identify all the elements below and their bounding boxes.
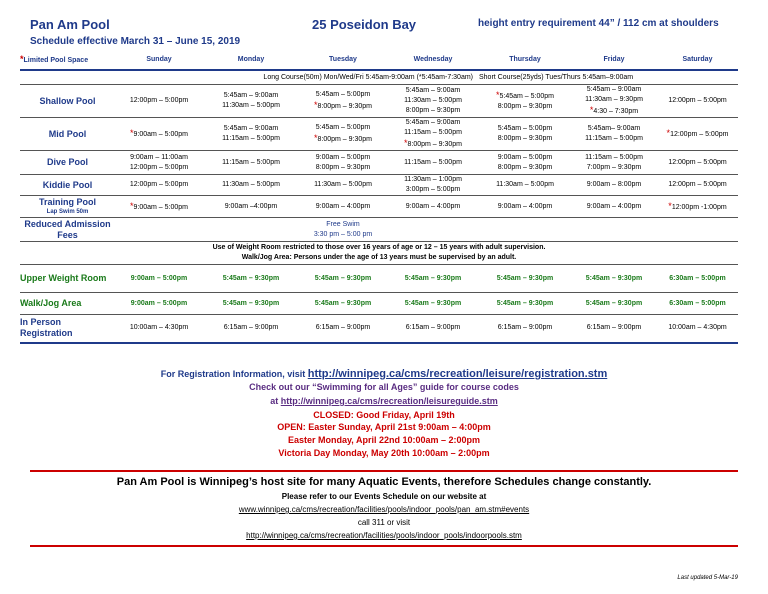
day-header: Monday [203,51,299,70]
divider-bottom [30,545,738,547]
time-range [571,105,657,117]
time-text: 8:00pm – 9:30pm [317,136,372,143]
time-range [479,134,571,144]
limited-space-label: *Limited Pool Space [20,51,115,70]
time-text: 3:30 pm – 5:00 pm [313,230,373,238]
time-range [203,134,299,144]
time-range [571,85,657,95]
time-text: 11:15am – 5:00pm [404,158,462,166]
weight-room-note: Use of Weight Room restricted to those over 16 years of age or 12 – 15 years with adult supervision. [212,244,546,251]
time-text: 5:45am – 5:00pm [315,91,371,98]
schedule-cell [387,218,479,242]
time-text: 12:00pm – 5:00pm [129,163,189,171]
pool-row-label [20,218,115,242]
schedule-cell [657,196,738,218]
pool-row-label [20,118,115,151]
indoor-pools-link[interactable]: http://winnipeg.ca/cms/recreation/facilities/pools/indoor_pools/indoorpools.stm [246,531,522,540]
time-text: 11:15am – 5:00pm [404,129,462,136]
pool-row-label [20,175,115,196]
time-text: 5:45am – 9:00am [223,92,279,99]
time-text: 5:45am – 9:00am [223,125,279,132]
schedule-cell [479,175,571,196]
pool-sub-label: Lap Swim 50m [46,209,89,215]
limited-space-marker: * [668,200,672,211]
schedule-cell [387,118,479,151]
time-range [299,230,387,240]
time-text: 12:00pm – 5:00pm [129,181,189,188]
course-note-row [20,70,738,85]
schedule-cell [203,175,299,196]
time-text: 9:00am – 5:00pm [133,203,188,211]
indoor-pools-link-line [0,531,768,540]
schedule-cell [479,85,571,118]
weight-note-row [20,242,738,265]
time-range [115,153,203,163]
schedule-cell [387,85,479,118]
time-text: 3:00pm – 5:00pm [405,186,461,193]
time-text: 12:00pm – 5:00pm [670,131,729,138]
time-text: 12:00pm -1:00pm [671,203,727,211]
time-range [571,153,657,163]
open-notice: OPEN: Easter Sunday, April 21st 9:00am – 4:00pm [277,422,491,432]
facility-cell: 5:45am – 9:30pm [479,265,571,293]
facility-cell: 5:45am – 9:30pm [571,293,657,315]
time-text: 8:00pm – 9:30pm [315,163,371,171]
schedule-cell [203,218,299,242]
registration-link[interactable]: http://winnipeg.ca/cms/recreation/leisure/registration.stm [307,368,608,380]
call-311: call 311 or visit [357,518,411,527]
schedule-cell [299,196,387,218]
limited-space-marker: * [496,90,500,100]
time-range [571,163,657,173]
schedule-cell [299,175,387,196]
registration-info: For Registration Information, visit http://winnipeg.ca/cms/recreation/leisure/registration.stm [160,368,608,380]
height-requirement: height entry requirement 44” / 112 cm at shoulders [478,18,719,29]
facility-cell: 9:00am – 5:00pm [115,265,203,293]
facility-cell: 5:45am – 9:30pm [571,265,657,293]
time-range [115,128,203,140]
time-range [479,180,571,190]
time-range [479,90,571,102]
time-range [299,90,387,100]
time-range [387,86,479,96]
time-range [299,153,387,163]
time-text: 11:30am – 9:30pm [585,96,643,103]
facility-cell: 5:45am – 9:30pm [387,293,479,315]
time-text: 11:15am – 5:00pm [222,158,280,166]
time-text: 8:00pm – 9:30pm [497,163,553,171]
pool-row [20,196,738,218]
facility-row-label: Upper Weight Room [20,265,115,293]
time-text: 5:45am – 5:00pm [497,125,553,132]
day-header: Thursday [479,51,571,70]
time-text: 9:00am – 8:00pm [586,181,642,188]
schedule-cell [479,196,571,218]
time-range [203,158,299,168]
closed-notice: CLOSED: Good Friday, April 19th [313,410,455,420]
guide-line: Check out our “Swimming for all Ages” guide for course codes [249,382,519,392]
time-range [203,124,299,134]
facility-cell: 9:00am – 5:00pm [115,293,203,315]
registration-cell: 6:15am – 9:00pm [387,315,479,343]
facility-cell: 6:30am – 5:00pm [657,265,738,293]
time-text: 12:00pm – 5:00pm [668,181,727,188]
victoria-day-notice: Victoria Day Monday, May 20th 10:00am – 2:00pm [278,448,490,458]
time-range [387,158,479,168]
day-header-row [20,51,738,70]
pool-address: 25 Poseidon Bay [312,17,417,32]
time-range [657,96,738,106]
schedule-cell [115,196,203,218]
pool-row [20,218,738,242]
schedule-cell [299,85,387,118]
events-headline: Pan Am Pool is Winnipeg’s host site for many Aquatic Events, therefore Schedules change constantly. [116,476,652,488]
divider-top [30,470,738,472]
time-range [657,201,738,213]
guide-link-line: at http://winnipeg.ca/cms/recreation/leisureguide.stm [270,396,498,406]
pool-row-label [20,151,115,175]
facility-row-label: Walk/Jog Area [20,293,115,315]
easter-monday-notice: Easter Monday, April 22nd 10:00am – 2:00pm [287,435,481,445]
time-text: 11:30am – 5:00pm [222,181,280,188]
schedule-cell [479,151,571,175]
time-range [203,180,299,190]
registration-cell: 6:15am – 9:00pm [571,315,657,343]
events-link[interactable]: www.winnipeg.ca/cms/recreation/facilities/pools/indoor_pools/pan_am.stm#events [238,505,530,514]
time-range [299,133,387,145]
time-text: 8:00pm – 9:30pm [497,103,553,110]
facility-row [20,293,738,315]
time-range [299,123,387,133]
time-text: 9:00am – 5:00pm [133,131,188,138]
limited-space-marker: * [130,128,134,138]
time-text: 5:45am – 5:00pm [315,124,371,131]
schedule-cell [387,196,479,218]
schedule-cell [115,218,203,242]
schedule-cell [115,175,203,196]
pool-row-label [20,85,115,118]
time-range [387,128,479,138]
registration-cell: 10:00am – 4:30pm [115,315,203,343]
schedule-cell [571,118,657,151]
limited-space-marker: * [314,100,318,110]
facility-cell: 5:45am – 9:30pm [299,265,387,293]
time-range [299,220,387,230]
time-range [387,202,479,212]
schedule-cell [571,85,657,118]
schedule-cell [571,151,657,175]
schedule-cell [657,218,738,242]
pool-row [20,175,738,196]
time-range [115,163,203,173]
time-range [299,180,387,190]
time-text: 11:15am – 5:00pm [585,153,643,161]
schedule-table [20,51,738,344]
registration-cell: 6:15am – 9:00pm [299,315,387,343]
time-text: 11:30am – 5:00pm [404,97,462,104]
schedule-cell [115,85,203,118]
schedule-cell [479,218,571,242]
time-range [571,180,657,190]
day-header: Tuesday [299,51,387,70]
day-header: Friday [571,51,657,70]
pool-row [20,85,738,118]
time-text: 5:45am – 9:00am [405,87,461,94]
guide-link[interactable]: http://winnipeg.ca/cms/recreation/leisureguide.stm [280,396,498,406]
time-range [299,100,387,112]
time-text: 4:30 – 7:30pm [593,108,639,115]
day-header: Saturday [657,51,738,70]
registration-row [20,315,738,343]
registration-label: In Person Registration [20,315,115,343]
schedule-cell [387,151,479,175]
long-course-note: Long Course(50m) Mon/Wed/Fri 5:45am-9:00am (*5:45am-7:30am) [115,70,479,85]
time-range [571,134,657,144]
events-refer: Please refer to our Events Schedule on our website at [281,492,487,501]
time-range [203,91,299,101]
pool-name-label: Reduced Admission Fees [24,218,111,240]
pool-rows [20,85,738,242]
time-range [657,180,738,190]
pool-name-label: Dive Pool [46,157,88,167]
time-range [479,163,571,173]
time-text: 11:30am – 5:00pm [314,181,372,188]
limited-space-marker: * [314,133,318,143]
time-range [657,128,738,140]
time-text: 11:30am – 5:00pm [496,181,554,188]
registration-cell: 6:15am – 9:00pm [203,315,299,343]
facility-cell: 5:45am – 9:30pm [479,293,571,315]
short-course-note: Short Course(25yds) Tues/Thurs 5:45am–9:00am [479,70,738,85]
time-text: 9:00am – 11:00am [130,153,188,161]
last-updated: Last updated 5-Mar-19 [677,575,738,581]
schedule-cell [657,175,738,196]
schedule-cell [299,118,387,151]
time-text: 12:00pm – 5:00pm [668,97,727,104]
time-range [571,202,657,212]
schedule-cell [115,151,203,175]
pool-name: Pan Am Pool [30,17,110,32]
limited-space-marker: * [666,128,671,138]
facility-row [20,265,738,293]
time-range [571,95,657,105]
pool-name-label: Shallow Pool [39,95,96,106]
pool-name-label: Training Pool [38,197,96,207]
schedule-cell [203,85,299,118]
time-text: 8:00pm – 9:30pm [497,135,553,142]
time-range [115,201,203,213]
limited-space-marker: * [589,105,594,115]
time-range [479,153,571,163]
time-range [387,106,479,116]
facility-cell: 5:45am – 9:30pm [387,265,479,293]
schedule-cell [571,196,657,218]
pool-row [20,118,738,151]
time-range [299,202,387,212]
schedule-cell [657,118,738,151]
time-range [115,96,203,106]
time-range [479,124,571,134]
time-range [387,96,479,106]
time-text: 11:15am – 5:00pm [585,135,643,142]
limited-space-marker: * [130,200,134,211]
schedule-cell [203,196,299,218]
time-text: 11:15am – 5:00pm [222,135,280,142]
pool-name-label: Mid Pool [48,128,87,139]
time-text: 7:00pm – 9:30pm [586,163,642,171]
schedule-cell [299,218,387,242]
time-range [387,175,479,185]
day-header: Wednesday [387,51,479,70]
schedule-cell [571,218,657,242]
schedule-cell [203,118,299,151]
time-range [571,124,657,134]
time-range [115,180,203,190]
facility-cell: 5:45am – 9:30pm [203,293,299,315]
time-text: 12:00pm – 5:00pm [129,97,189,104]
time-text: 8:00pm – 9:30pm [317,103,372,110]
time-text: 12:00pm – 5:00pm [668,158,727,166]
time-text: 8:00pm – 9:30pm [407,141,462,148]
time-text: 9:00am – 5:00pm [315,153,371,161]
schedule-cell [115,118,203,151]
time-range [299,163,387,173]
pool-row [20,151,738,175]
time-text: 5:45am – 9:00am [405,119,461,126]
pool-name-label: Kiddie Pool [42,179,93,190]
limited-space-marker: * [404,138,408,148]
time-text: 9:00am – 5:00pm [497,153,553,161]
time-range [387,185,479,195]
walk-jog-note: Walk/Jog Area: Persons under the age of 13 years must be supervised by an adult. [241,254,517,261]
time-range [387,118,479,128]
time-text: 11:30am – 5:00pm [222,102,280,109]
time-range [479,102,571,112]
schedule-cell [571,175,657,196]
time-text: 11:30am – 1:00pm [404,176,462,183]
time-range [479,202,571,212]
time-text: 9:00am –4:00pm [224,202,278,210]
registration-cell: 10:00am – 4:30pm [657,315,738,343]
time-text: 9:00am – 4:00pm [497,202,553,210]
time-text: 9:00am – 4:00pm [405,202,461,210]
facility-cell: 6:30am – 5:00pm [657,293,738,315]
schedule-cell [657,151,738,175]
registration-cell: 6:15am – 9:00pm [479,315,571,343]
time-range [203,202,299,212]
time-text: 5:45am– 9:00am [587,125,641,132]
time-range [657,158,738,168]
time-text: 8:00pm – 9:30pm [405,107,461,114]
time-text: 9:00am – 4:00pm [586,202,642,210]
time-text: 5:45am – 9:00am [586,86,642,93]
schedule-cell [479,118,571,151]
time-text: 5:45am – 5:00pm [499,93,554,100]
time-range [203,101,299,111]
day-header: Sunday [115,51,203,70]
schedule-cell [657,85,738,118]
schedule-effective: Schedule effective March 31 – June 15, 2019 [30,36,241,47]
time-text: Free Swim [326,220,360,228]
time-range [387,138,479,150]
facility-rows [20,265,738,315]
time-text: 9:00am – 4:00pm [315,202,371,210]
schedule-cell [299,151,387,175]
schedule-cell [387,175,479,196]
schedule-cell [203,151,299,175]
pool-row-label [20,196,115,218]
facility-cell: 5:45am – 9:30pm [203,265,299,293]
facility-cell: 5:45am – 9:30pm [299,293,387,315]
events-link-line [0,505,768,514]
